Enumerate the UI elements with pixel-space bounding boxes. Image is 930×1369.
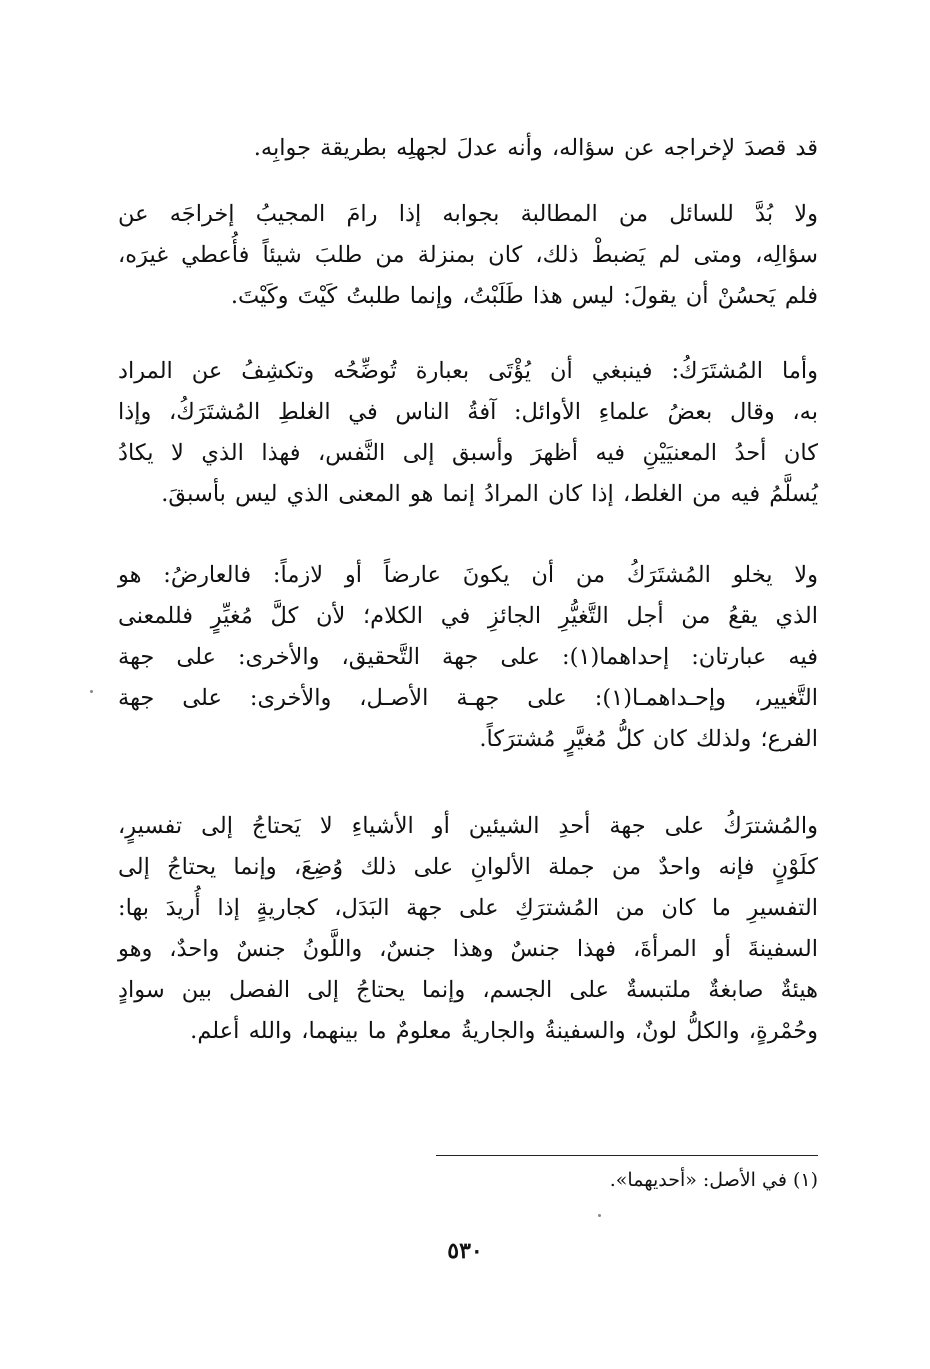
paragraph-3 (118, 351, 818, 515)
text-line: كلَوْنٍ فإنه واحدٌ من جملة الألوانِ على ذلك وُضِعَ، وإنما يحتاجُ إلى (118, 854, 818, 880)
text-line: التفسيرِ ما كان من المُشترَكِ على جهة البَدَل، كجاريةٍ إذا أُريدَ بها: (118, 895, 818, 921)
text-line: والمُشترَكُ على جهة أحدِ الشيئين أو الأشياءِ لا يَحتاجُ إلى تفسيرٍ، (118, 813, 818, 839)
paragraph-4 (118, 555, 818, 760)
paragraph-5 (118, 806, 818, 1052)
text-line: التَّغيير، وإحـداهمـا(١): على جهـة الأصـل، والأخرى: على جهة (118, 685, 819, 711)
text-line: وحُمْرةٍ، والكلُّ لونٌ، والسفينةُ والجاريةُ معلومٌ ما بينهما، والله أعلم. (190, 1018, 818, 1044)
paragraph-2 (118, 194, 818, 317)
text-line: يُسلَّمُ فيه من الغلط، إذا كان المرادُ إنما هو المعنى الذي ليس بأسبقَ. (161, 481, 818, 507)
page-number: ٥٣٠ (447, 1238, 483, 1264)
footnote: (١) في الأصل: «أحديهما». (609, 1169, 818, 1191)
text-line: كان أحدُ المعنيَيْنِ فيه أظهرَ وأسبق إلى النَّفس، فهذا الذي لا يكادُ (118, 440, 818, 466)
footnote-divider (436, 1155, 818, 1156)
text-line: فلم يَحسُنْ أن يقولَ: ليس هذا طَلَبْتُ، وإنما طلبتُ كَيْتَ وكَيْتَ. (230, 283, 818, 309)
text-line: فيه عبارتان: إحداهما(١): على جهة التَّحقيق، والأخرى: على جهة (118, 644, 818, 670)
text-line: سؤالِه، ومتى لم يَضبطْ ذلك، كان بمنزلة من طلبَ شيئاً فأُعطي غيرَه، (118, 242, 818, 268)
paragraph-1 (118, 128, 818, 169)
scan-speck (90, 690, 93, 693)
scan-speck (598, 1214, 601, 1217)
text-line: الفرع؛ ولذلك كان كلُّ مُغيَّرٍ مُشترَكاً. (479, 726, 818, 752)
text-line: السفينةَ أو المرأةَ، فهذا جنسٌ وهذا جنسٌ، واللَّونُ جنسٌ واحدٌ، وهو (118, 936, 818, 962)
text-line: ولا يخلو المُشتَرَكُ من أن يكونَ عارضاً أو لازماً: فالعارضُ: هو (118, 562, 818, 588)
text-line: وأما المُشتَرَكُ: فينبغي أن يُؤْتَى بعبارة تُوضِّحُه وتكشِفُ عن المراد (118, 358, 818, 384)
text-line: الذي يقعُ من أجل التَّغيُّرِ الجائزِ في الكلام؛ لأن كلَّ مُغيِّرٍ فللمعنى (118, 603, 818, 629)
text-line: قد قصدَ لإخراجه عن سؤاله، وأنه عدلَ لجهلِه بطريقة جوابِه. (253, 135, 818, 161)
text-line: به، وقال بعضُ علماءِ الأوائل: آفةُ الناس في الغلطِ المُشتَرَكُ، وإذا (118, 399, 818, 425)
text-line: ولا بُدَّ للسائل من المطالبة بجوابه إذا رامَ المجيبُ إخراجَه عن (118, 201, 818, 227)
text-line: هيئةٌ صابغةٌ ملتبسةٌ على الجسم، وإنما يحتاجُ إلى الفصل بين سوادٍ (118, 977, 818, 1003)
